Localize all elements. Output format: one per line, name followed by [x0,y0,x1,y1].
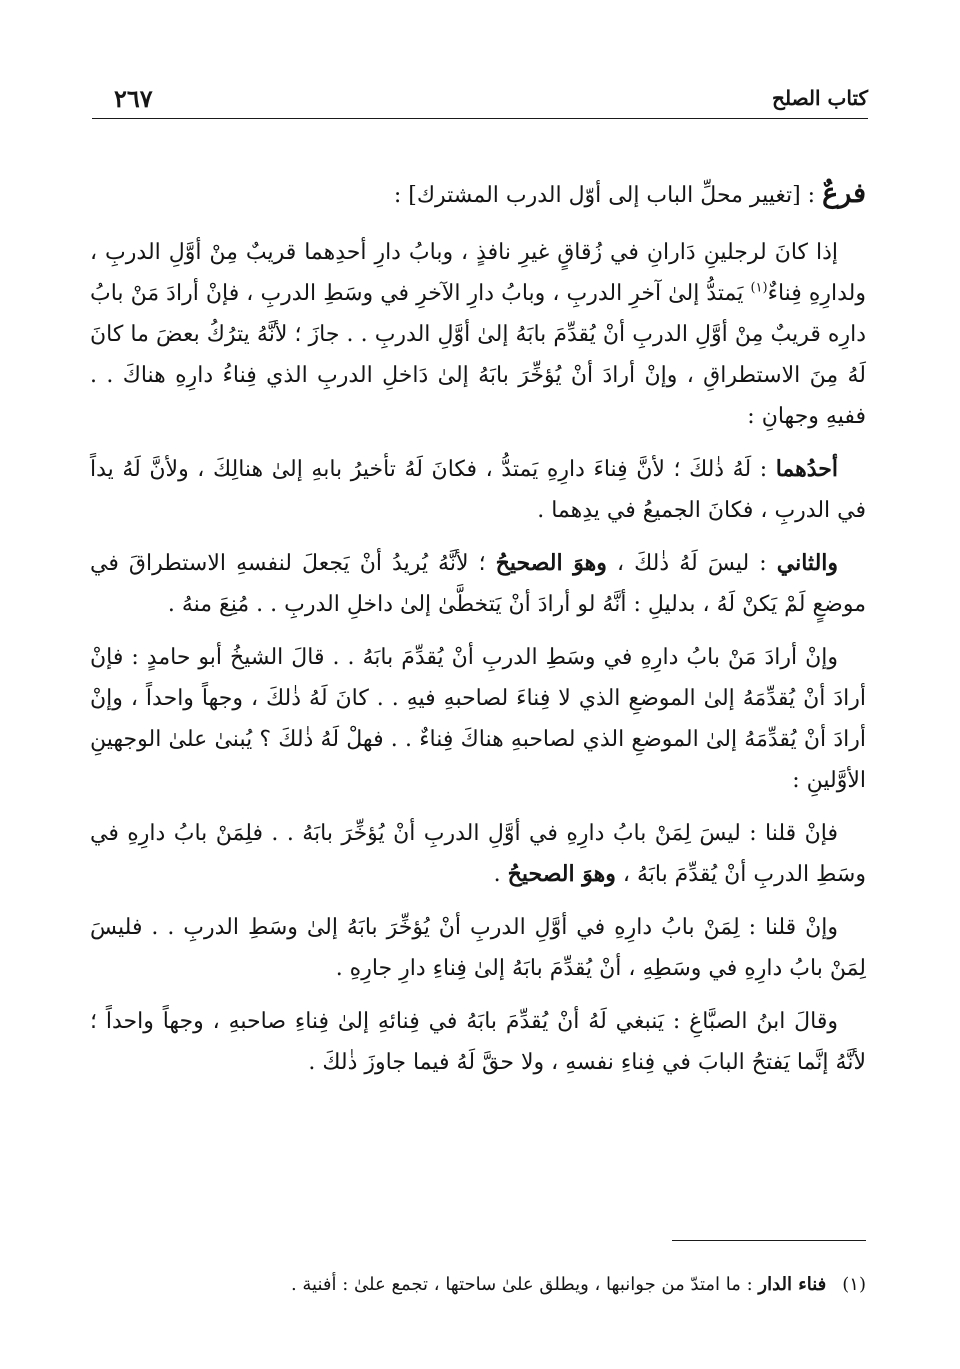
running-title: كتاب الصلح [772,86,868,110]
paragraph-2-text: : لَهُ ذٰلكَ ؛ لأنَّ فِناءَ دارِهِ يَمتدُّ ، فكانَ لَهُ تأخيرُ بابهِ إلىٰ هنالِكَ ، ولأنَّ لَهُ يداً في الدربِ ، فكانَ الجميعُ في يدِهما . [90,457,866,523]
footnote-text: : ما امتدّ من جوانبها ، ويطلق علىٰ ساحتها ، تجمع علىٰ : أفنية . [290,1274,759,1295]
section-label: فرعٌ [822,178,866,209]
running-header [92,84,868,119]
main-text [90,174,866,1095]
paragraph-1-text-b: يَمتدُّ إلىٰ آخرِ الدربِ ، وبابُ دارِ الآخرِ في وسَطِ الدربِ ، فإنْ أرادَ مَنْ بابُ دارِه قريبٌ مِنْ أوَّلِ الدربِ أنْ يُقدِّمَ بابَهُ إلىٰ أوَّلِ الدربِ . . جازَ ؛ لأنَّهُ يترُكُ بعضَ ما كانَ لَهُ مِنَ الاستطراقِ ، وإنْ أرادَ أنْ يُؤخِّرَ بابَهُ إلىٰ دَاخلِ الدربِ الذي فِناءُ دارِهِ هناكَ . . ففيهِ وجهانِ : [90,281,866,429]
section-title: : [تغيير محلِّ الباب إلى أوّل الدرب المشترك] : [393,183,823,208]
footnote-divider [672,1240,866,1241]
footnote [90,1270,866,1300]
section-heading [90,174,866,216]
paragraph-5 [90,813,866,895]
second-view-label: والثاني [776,550,839,576]
first-view-label: أحدُهما [775,456,838,482]
paragraph-1 [90,232,866,437]
paragraph-3-text-b: ؛ لأنَّهُ يُريدُ أنْ يَجعلَ لنفسهِ الاستطراقَ في موضعٍ لَمْ يَكنْ لَهُ ، بدليلِ : أنَّهُ لو أرادَ أنْ يَتخطَّىٰ إلىٰ داخلِ الدربِ . . مُنِعَ منهُ . [90,551,866,617]
paragraph-6: وإنْ قلنا : لِمَنْ بابُ دارِهِ في أوَّلِ الدربِ أنْ يُؤخِّرَ بابَهُ إلىٰ وسَطِ الدربِ . . فليسَ لِمَنْ بابُ دارِهِ في وسَطِهِ ، أنْ يُقدِّمَ بابَهُ إلىٰ فِناءِ دارِ جارِهِ . [90,915,866,981]
paragraph-5-text: فإنْ قلنا : ليسَ لِمَنْ بابُ دارِهِ في أوَّلِ الدربِ أنْ يُؤخِّرَ بابَهُ . . فلِمَنْ بابُ دارِهِ في وسَطِ الدربِ أنْ يُقدِّمَ بابَهُ ، [90,821,866,887]
paragraph-5-end: . [493,862,508,887]
footnote-term: فناء الدار [758,1274,827,1295]
paragraph-3 [90,543,866,625]
paragraph-3-text-a: : ليسَ لَهُ ذٰلكَ ، [606,551,777,576]
paragraph-1-text-a: إذا كانَ لرجلينِ دَارانِ في زُقاقٍ غيرِ نافذٍ ، وبابُ دارِ أحدِهما قريبٌ مِنْ أوَّلِ الدربِ ، ولدارِهِ فِناءٌ [90,240,866,306]
correct-view-marker-2: وهوَ الصحيحُ [507,861,616,887]
paragraph-7: وقالَ ابنُ الصبَّاغِ : يَنبغي لَهُ أنْ يُقدِّمَ بابَهُ في فِنائهِ إلىٰ فِناءِ صاحبهِ ، وجهاً واحداً ؛ لأنَّهُ إنَّما يَفتحُ البابَ في فِناءِ نفسهِ ، ولا حقَّ لَهُ فيما جاوزَ ذٰلكَ . [90,1009,866,1075]
paragraph-4: وإنْ أرادَ مَنْ بابُ دارِهِ في وسَطِ الدربِ أنْ يُقدِّمَ بابَهُ . . قالَ الشيخُ أبو حامدٍ : فإنْ أرادَ أنْ يُقدِّمَهُ إلىٰ الموضعِ الذي لا فِناءَ لصاحبهِ فيهِ . . كانَ لَهُ ذٰلكَ ، وجهاً واحداً ، وإنْ أرادَ أنْ يُقدِّمَهُ إلىٰ الموضعِ الذي لصاحبهِ هناكَ فِناءٌ . . فهلْ لَهُ ذٰلكَ ؟ يُبنىٰ علىٰ الوجهينِ الأوَّلينِ : [90,645,866,793]
page-number: ٢٦٧ [114,84,153,113]
correct-view-marker: وهوَ الصحيحُ [495,550,607,576]
footnote-reference: (١) [750,280,768,296]
paragraph-2 [90,449,866,531]
footnote-number: (١) [842,1274,866,1295]
